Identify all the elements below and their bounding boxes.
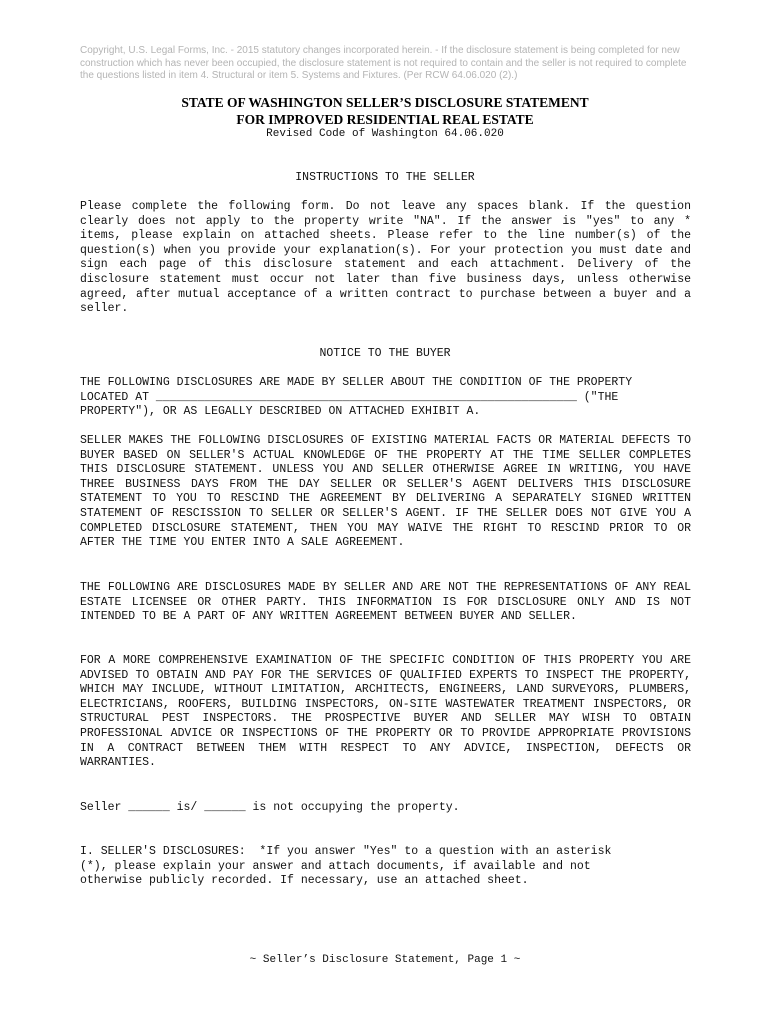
disclosures-intro-line-2: (*), please explain your answer and attach documents, if available and not: [80, 859, 591, 873]
disclosures-intro-line-1: I. SELLER'S DISCLOSURES: *If you answer "Yes" to a question with an asterisk: [80, 845, 612, 858]
page-footer: ~ Seller’s Disclosure Statement, Page 1 ~: [249, 954, 521, 966]
disclosures-intro-line-3: otherwise publicly recorded. If necessary, use an attached sheet.: [80, 874, 529, 888]
document-title-line2: FOR IMPROVED RESIDENTIAL REAL ESTATE: [236, 112, 534, 127]
notice-heading: NOTICE TO THE BUYER: [319, 347, 451, 360]
instructions-text: Please complete the following form. Do not leave any spaces blank. If the question clearly does not apply to the property write "NA". If the answer is "yes" to any * items, please explain on attached sheets. Please refer to the line number(s) of the question(s) when you provide your explanation(s). For your protection you must date and sign each page of this disclosure statement and each attachment. Delivery of the disclosure statement must occur not later than five business days, unless otherwise agreed, after mutual acceptance of a written contract to purchase between a buyer and a seller.: [80, 200, 691, 316]
notice-paragraph-rescission: SELLER MAKES THE FOLLOWING DISCLOSURES OF EXISTING MATERIAL FACTS OR MATERIAL DEFECTS TO BUYER BASED ON SELLER'S ACTUAL KNOWLEDGE OF THE PROPERTY AT THE TIME SELLER COMPLETES THIS DISCLOSURE STATEMENT. UNLESS YOU AND SELLER OTHERWISE AGREE IN WRITING, YOU HAVE THREE BUSINESS DAYS FROM THE DAY SELLER OR SELLER'S AGENT DELIVERS THIS DISCLOSURE STATEMENT TO YOU TO RESCIND THE AGREEMENT BY DELIVERING A SEPARATELY SIGNED WRITTEN STATEMENT OF RESCISSION TO SELLER OR SELLER'S AGENT. IF THE SELLER DOES NOT GIVE YOU A COMPLETED DISCLOSURE STATEMENT, THEN YOU MAY WAIVE THE RIGHT TO RESCIND PRIOR TO OR AFTER THE TIME YOU ENTER INTO A SALE AGREEMENT.: [80, 434, 691, 550]
property-line-1: THE FOLLOWING DISCLOSURES ARE MADE BY SELLER ABOUT THE CONDITION OF THE PROPERTY: [80, 376, 633, 389]
instructions-heading: INSTRUCTIONS TO THE SELLER: [295, 171, 475, 184]
copyright-notice: Copyright, U.S. Legal Forms, Inc. - 2015 statutory changes incorporated herein. - If the disclosure statement is being completed for new construction which has never been occupied, the disclosure statement is not required to contain and the seller is not required to complete the questions listed in item 4. Structural or item 5. Systems and Fixtures. (Per RCW 64.06.020 (2).): [80, 45, 687, 81]
notice-paragraph-inspection: FOR A MORE COMPREHENSIVE EXAMINATION OF THE SPECIFIC CONDITION OF THIS PROPERTY YOU ARE ADVISED TO OBTAIN AND PAY FOR THE SERVICES OF QUALIFIED EXPERTS TO INSPECT THE PROPERTY, WHICH MAY INCLUDE, WITHOUT LIMITATION, ARCHITECTS, ENGINEERS, LAND SURVEYORS, PLUMBERS, ELECTRICIANS, ROOFERS, BUILDING INSPECTORS, ON-SITE WASTEWATER TREATMENT INSPECTORS, OR STRUCTURAL PEST INSPECTORS. THE PROSPECTIVE BUYER AND SELLER MAY WISH TO OBTAIN PROFESSIONAL ADVICE OR INSPECTIONS OF THE PROPERTY OR TO PROVIDE APPROPRIATE PROVISIONS IN A CONTRACT BETWEEN THEM WITH RESPECT TO ANY ADVICE, INSPECTION, DEFECTS OR WARRANTIES.: [80, 654, 691, 770]
document-title-line1: STATE OF WASHINGTON SELLER’S DISCLOSURE STATEMENT: [181, 95, 589, 110]
notice-paragraph-representations: THE FOLLOWING ARE DISCLOSURES MADE BY SELLER AND ARE NOT THE REPRESENTATIONS OF ANY REAL ESTATE LICENSEE OR OTHER PARTY. THIS INFORMATION IS FOR DISCLOSURE ONLY AND IS NOT INTENDED TO BE A PART OF ANY WRITTEN AGREEMENT BETWEEN BUYER AND SELLER.: [80, 581, 691, 624]
document-subtitle: Revised Code of Washington 64.06.020: [266, 128, 504, 140]
property-line-3: PROPERTY"), OR AS LEGALLY DESCRIBED ON ATTACHED EXHIBIT A.: [80, 405, 481, 419]
occupancy-statement: Seller ______ is/ ______ is not occupying the property.: [80, 801, 460, 814]
property-address-line: LOCATED AT _____________________________________________________________ ("THE: [80, 390, 619, 404]
